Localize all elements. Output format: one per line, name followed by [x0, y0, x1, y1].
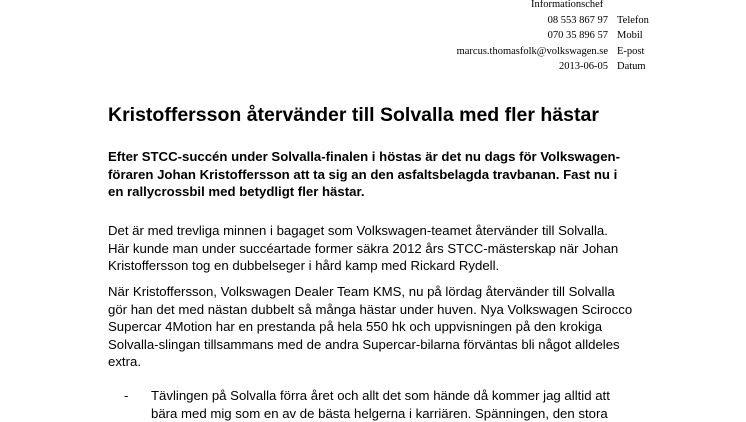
mobile-value: 070 35 896 57: [547, 30, 608, 41]
email-label: E-post: [617, 45, 645, 57]
article-title: Kristoffersson återvänder till Solvalla med fler hästar: [108, 104, 599, 126]
date-label: Datum: [617, 61, 646, 72]
contact-block: [0, 0, 746, 75]
bullet-line: bära med mig som en av de bästa helgerna i karriären. Spänningen, den stora: [151, 405, 608, 421]
phone-label: Telefon: [617, 14, 649, 26]
paragraph-line: Kristoffersson tog en dubbelseger i hård kamp med Rickard Rydell.: [108, 258, 500, 274]
contact-title-row: [0, 0, 746, 13]
contact-mobile-row: [0, 28, 746, 44]
email-value[interactable]: marcus.thomasfolk@volkswagen.se: [456, 45, 608, 57]
mobile-label: Mobil: [617, 30, 643, 41]
paragraph-line: Supercar 4Motion har en prestanda på hela 550 hk och uppvisningen på den krokiga: [108, 319, 603, 335]
lead-line: föraren Johan Kristoffersson att ta sig an den asfaltsbelagda travbanan. Fast nu i: [108, 166, 618, 182]
paragraph-line: När Kristoffersson, Volkswagen Dealer Team KMS, nu på lördag återvänder till Solvalla: [108, 284, 615, 299]
phone-value: 08 553 867 97: [547, 14, 608, 26]
bullet-dash: -: [124, 388, 129, 403]
paragraph-line: gör han det med nästan dubbelt så många hästar under huven. Nya Volkswagen Scirocco: [108, 301, 633, 317]
paragraph-line: Det är med trevliga minnen i bagaget som Volkswagen-teamet återvänder till Solvalla.: [108, 223, 608, 238]
paragraph-1: [108, 222, 708, 275]
date-value: 2013-06-05: [559, 61, 608, 72]
article-lead: [108, 148, 708, 201]
paragraph-line: Solvalla-slingan tillsammans med de andra Supercar-bilarna förväntas bli något alldeles: [108, 336, 620, 352]
paragraph-line: extra.: [108, 354, 141, 370]
lead-line: Efter STCC-succén under Solvalla-finalen i höstas är det nu dags för Volkswagen-: [108, 149, 620, 164]
bullet-line: Tävlingen på Solvalla förra året och allt det som hände då kommer jag alltid att: [151, 388, 610, 403]
contact-email-row: [0, 44, 746, 60]
paragraph-line: Här kunde man under succéartade former säkra 2012 års STCC-mästerskap när Johan: [108, 240, 619, 256]
contact-title: Informationschef: [531, 0, 604, 10]
contact-phone-row: [0, 13, 746, 29]
contact-date-row: [0, 59, 746, 75]
bullet-text: [151, 387, 711, 422]
lead-line: en rallycrossbil med betydligt fler hästar.: [108, 184, 365, 200]
paragraph-2: [108, 283, 708, 371]
